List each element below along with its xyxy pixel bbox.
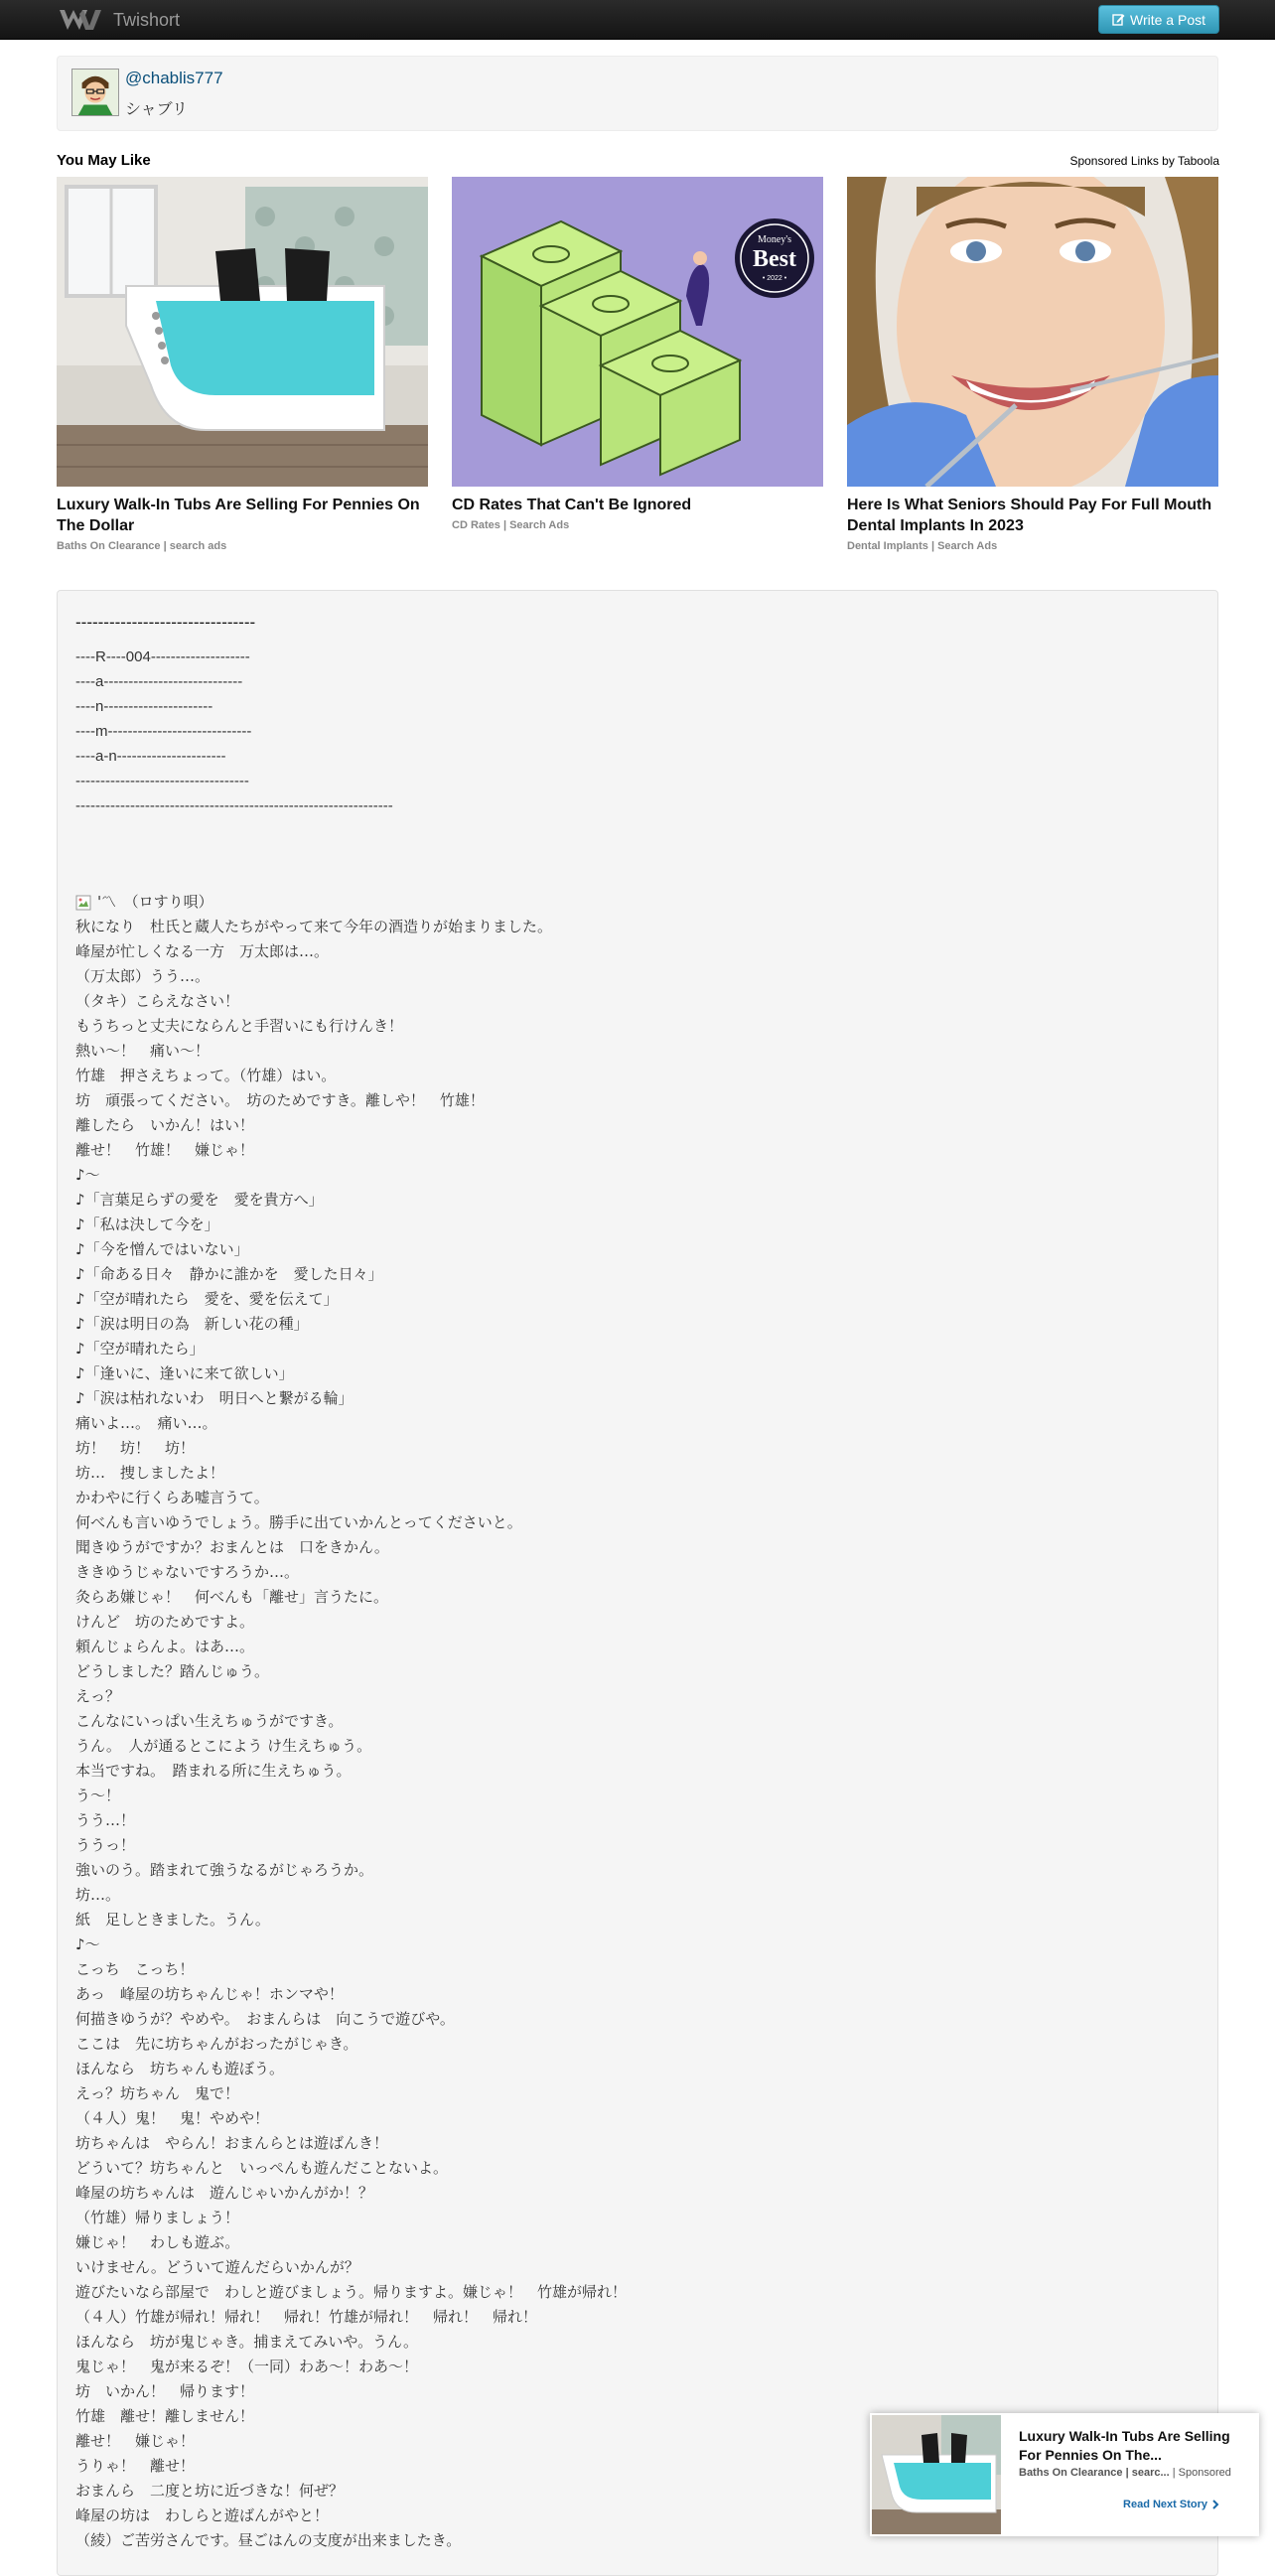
subtitle-line: （４人）竹雄が帰れ！帰れ！ 帰れ！竹雄が帰れ！ 帰れ！ 帰れ！	[75, 2308, 538, 2326]
badge-top-text: Money's	[757, 234, 792, 245]
subtitle-line: ききゆうじゃないですろうか…。	[75, 1563, 300, 1581]
subtitle-line: もうちっと丈夫にならんと手習いにも行けんき！	[75, 1017, 404, 1035]
brand-name: Twishort	[113, 9, 181, 30]
dash-lines-block	[75, 644, 393, 818]
subtitle-line: こんなにいっぱい生えちゅうがですき。	[75, 1712, 344, 1730]
subtitle-line: 竹雄 離せ！離しません！	[75, 2407, 255, 2425]
subtitle-line: おまんら 二度と坊に近づきな！何ぜ？	[75, 2482, 345, 2500]
subtitle-line: ♪～	[75, 1935, 100, 1953]
badge-year-text: • 2022 •	[762, 275, 787, 282]
walk-in-tub-thumbnail	[872, 2415, 1001, 2534]
read-next-story-link[interactable]	[1123, 2499, 1219, 2510]
subtitle-line: えっ？坊ちゃん 鬼で！	[75, 2084, 240, 2102]
brand-link[interactable]	[58, 4, 180, 36]
subtitle-line: 峰屋の坊ちゃんは 遊んじゃいかんがか！？	[75, 2184, 374, 2202]
dash-line: ----a-n----------------------	[75, 748, 226, 765]
subtitle-line: 離したら いかん！はい！	[75, 1116, 255, 1134]
subtitle-line: うりゃ！ 離せ！	[75, 2457, 196, 2475]
dash-line: ----a----------------------------	[75, 673, 243, 690]
subtitle-lines	[75, 915, 627, 2553]
subtitle-line: ♪「言葉足らずの愛を 愛を貴方へ」	[75, 1191, 324, 1209]
card-source: Baths On Clearance | search ads	[57, 540, 227, 552]
sponsored-links-label[interactable]: Sponsored Links by Taboola	[1069, 154, 1219, 168]
you-may-like-heading: You May Like	[57, 152, 151, 169]
author-handle-link[interactable]: @chablis777	[125, 69, 223, 87]
subtitle-line: 離せ！ 嫌じゃ！	[75, 2432, 196, 2450]
subtitle-line: ♪「逢いに、逢いに来て欲しい」	[75, 1364, 294, 1382]
subtitle-line: ここは 先に坊ちゃんがおったがじゃき。	[75, 2035, 358, 2053]
subtitle-line: 本当ですね。 踏まれる所に生えちゅう。	[75, 1762, 352, 1780]
subtitle-line: 痛いよ…。 痛い…。	[75, 1414, 217, 1432]
subtitle-line: うう…！	[75, 1811, 136, 1829]
subtitle-line: うん。 人が通るとこによう け生えちゅう。	[75, 1737, 372, 1755]
subtitle-line: 坊 頑張ってください。 坊のためですき。離しや！ 竹雄！	[75, 1091, 485, 1109]
subtitle-line: 何べんも言いゆうでしょう。勝手に出ていかんとってくださいと。	[75, 1513, 522, 1531]
subtitle-line: 鬼じゃ！ 鬼が来るぞ！（一同）わあ～！わあ～！	[75, 2358, 419, 2375]
edit-icon	[1112, 13, 1125, 26]
subtitle-line: けんど 坊のためですよ。	[75, 1613, 255, 1631]
floating-ad-source: Baths On Clearance | searc... | Sponsored	[1019, 2467, 1231, 2479]
subtitle-line: 坊…。	[75, 1886, 121, 1904]
subtitle-line: 坊！ 坊！ 坊！	[75, 1439, 196, 1457]
subtitle-line: ♪～	[75, 1166, 100, 1184]
write-post-button[interactable]	[1098, 5, 1219, 34]
subtitle-line: 熱い～！ 痛い～！	[75, 1042, 211, 1060]
floating-ad[interactable]	[870, 2413, 1259, 2536]
subtitle-line: ♪「空が晴れたら」	[75, 1340, 205, 1358]
dash-line: -----------------------------------	[75, 773, 249, 789]
subtitle-line: （綾）ご苦労さんです。昼ごはんの支度が出来ましたき。	[75, 2531, 462, 2549]
floating-ad-title[interactable]: Luxury Walk-In Tubs Are Selling For Pennies On The...	[1019, 2428, 1230, 2463]
dash-line: ----m-----------------------------	[75, 723, 252, 740]
subtitle-line: （タキ）こらえなさい！	[75, 992, 240, 1010]
subtitle-line: 離せ！ 竹雄！ 嫌じゃ！	[75, 1141, 255, 1159]
broken-image-icon	[75, 895, 91, 911]
subtitle-line: 峰屋が忙しくなる一方 万太郎は…。	[75, 942, 330, 960]
subtitle-line: こっち こっち！	[75, 1960, 195, 1978]
author-box	[57, 56, 1218, 131]
subtitle-line: ♪「空が晴れたら 愛を、愛を伝えて」	[75, 1290, 339, 1308]
subtitle-line: 竹雄 押さえちょって。（竹雄）はい。	[75, 1067, 337, 1084]
recommendation-card-tubs[interactable]	[57, 177, 428, 552]
subtitle-line: 峰屋の坊は わしらと遊ばんがやと！	[75, 2506, 330, 2524]
floating-ad-sponsored: Sponsored	[1178, 2467, 1231, 2479]
floating-ad-source-name: Baths On Clearance | searc...	[1019, 2467, 1170, 2479]
subtitle-line: （万太郎）うう…。	[75, 967, 211, 985]
subtitle-line: 灸らあ嫌じゃ！ 何べんも「離せ」言うたに。	[75, 1588, 389, 1606]
read-next-label: Read Next Story	[1123, 2499, 1207, 2510]
subtitle-line: 紙 足しときました。うん。	[75, 1911, 270, 1929]
card-source: Dental Implants | Search Ads	[847, 540, 998, 552]
subtitle-line: 何描きゆうが？やめや。 おまんらは 向こうで遊びや。	[75, 2010, 455, 2028]
badge-main-text: Best	[753, 246, 796, 272]
post-content	[57, 590, 1218, 2576]
subtitle-line: かわやに行くらあ嘘言うて。	[75, 1489, 269, 1506]
dash-line: ----R----004--------------------	[75, 648, 250, 665]
recommendation-card-dental[interactable]	[847, 177, 1218, 552]
dash-line: ----------------------------------------------------------------	[75, 797, 393, 814]
subtitle-line: あっ 峰屋の坊ちゃんじゃ！ホンマや！	[75, 1985, 344, 2003]
twishort-logo-icon	[58, 6, 103, 34]
recommendation-card-cd-rates[interactable]	[452, 177, 823, 531]
subtitle-line: どうしました？踏んじゅう。	[75, 1662, 270, 1680]
subtitle-line: ♪「私は決して今を」	[75, 1216, 219, 1233]
subtitle-line: （竹雄）帰りましょう！	[75, 2209, 240, 2226]
write-post-label: Write a Post	[1130, 11, 1205, 28]
subtitle-line: 坊ちゃんは やらん！おまんらとは遊ばんき！	[75, 2134, 389, 2152]
subtitle-line: ♪「涙は枯れないわ 明日へと繋がる輪」	[75, 1389, 354, 1407]
subtitle-line: 強いのう。踏まれて強うなるがじゃろうか。	[75, 1861, 374, 1879]
dental-smile-image	[847, 177, 1218, 487]
chevron-right-icon	[1211, 2500, 1219, 2509]
subtitle-line: いけません。どういて遊んだらいかんが？	[75, 2258, 359, 2276]
card-source: CD Rates | Search Ads	[452, 519, 570, 531]
divider-text: --------------------------------	[75, 613, 256, 632]
money-stacks-image	[452, 177, 823, 487]
subtitle-line: ♪「命ある日々 静かに誰かを 愛した日々」	[75, 1265, 383, 1283]
card-title[interactable]: Here Is What Seniors Should Pay For Full Mouth Dental Implants In 2023	[847, 497, 1212, 534]
subtitle-line: う～！	[75, 1787, 121, 1804]
card-title[interactable]: Luxury Walk-In Tubs Are Selling For Pennies On The Dollar	[57, 497, 420, 534]
dash-line: ----n----------------------	[75, 698, 213, 715]
subtitle-line: 秋になり 杜氏と蔵人たちがやって来て今年の酒造りが始まりました。	[75, 918, 553, 935]
subtitle-line: えっ？	[75, 1687, 121, 1705]
avatar[interactable]	[71, 69, 119, 116]
subtitle-line: 坊… 捜しましたよ！	[75, 1464, 225, 1482]
subtitle-line: どういて？坊ちゃんと いっぺんも遊んだことないよ。	[75, 2159, 449, 2177]
subtitle-line: 頼んじょらんよ。はあ…。	[75, 1638, 255, 1655]
card-title[interactable]: CD Rates That Can't Be Ignored	[452, 497, 692, 513]
image-alt-text: '〽 （ロすり唄）	[97, 893, 213, 911]
subtitle-line: ♪「涙は明日の為 新しい花の種」	[75, 1315, 309, 1333]
subtitle-line: ♪「今を憎んではいない」	[75, 1240, 249, 1258]
top-navbar	[0, 0, 1275, 40]
subtitle-line: （４人）鬼！ 鬼！やめや！	[75, 2109, 270, 2127]
subtitle-line: ほんなら 坊が鬼じゃき。捕まえてみいや。うん。	[75, 2333, 419, 2351]
author-display-name: シャブリ	[125, 99, 189, 118]
walk-in-tub-image	[57, 177, 428, 487]
subtitle-line: 遊びたいなら部屋で わしと遊びましょう。帰りますよ。嫌じゃ！ 竹雄が帰れ！	[75, 2283, 628, 2301]
subtitle-line: ほんなら 坊ちゃんも遊ぼう。	[75, 2060, 285, 2077]
subtitle-line: 嫌じゃ！ わしも遊ぶ。	[75, 2233, 240, 2251]
subtitle-line: 聞きゆうがですか？おまんとは 口をきかん。	[75, 1538, 389, 1556]
subtitle-line: 坊 いかん！ 帰ります！	[75, 2382, 255, 2400]
subtitle-line: ううっ！	[75, 1836, 136, 1854]
embedded-image-placeholder	[75, 890, 213, 915]
